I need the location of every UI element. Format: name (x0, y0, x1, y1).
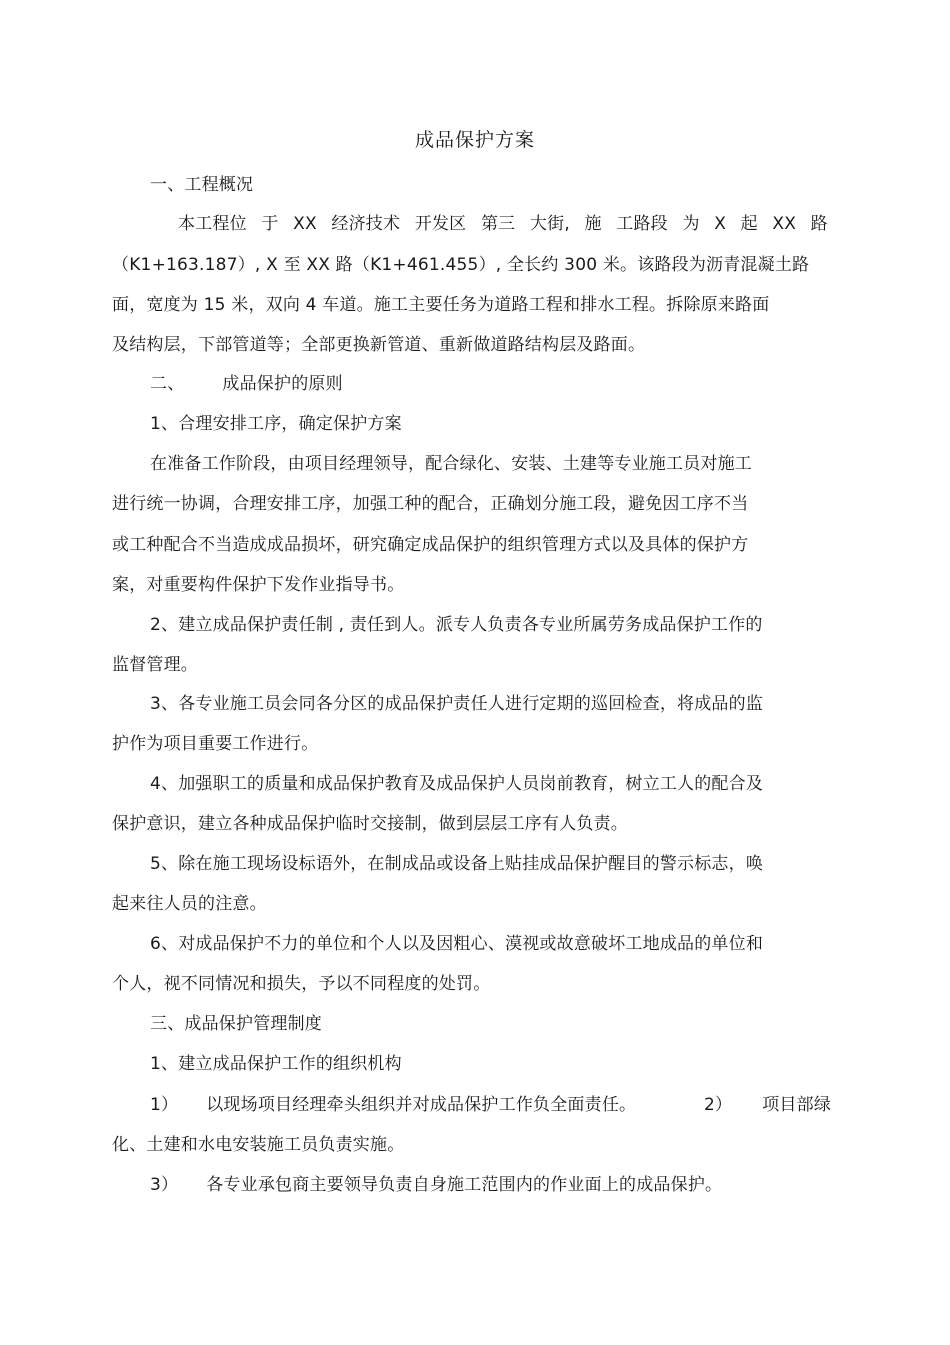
item-3-1-title: 1、建立成品保护工作的组织机构 (150, 1054, 402, 1074)
paragraph-token: 路 (810, 214, 828, 234)
item-2-1-line-3: 或工种配合不当造成成品损坏，研究确定成品保护的组织管理方式以及具体的保护方 (112, 535, 749, 555)
item-2-3-line-2: 护作为项目重要工作进行。 (112, 734, 319, 754)
item-3-1-sub-1 (150, 1094, 636, 1116)
section-2-heading-text: 成品保护的原则 (222, 374, 343, 394)
item-3-1-sub-2 (704, 1094, 831, 1116)
section-1-heading: 一、工程概况 (150, 175, 254, 195)
item-2-5-line-2: 起来往人员的注意。 (112, 894, 267, 914)
paragraph-token: 大街, (529, 214, 570, 234)
item-2-1-line-2: 进行统一协调，合理安排工序，加强工种的配合，正确划分施工段，避免因工序不当 (112, 494, 749, 514)
section-1-paragraph-line-3: 面，宽度为 15 米，双向 4 车道。施工主要任务为道路工程和排水工程。拆除原来路面 (112, 295, 770, 315)
section-1-paragraph-line-4: 及结构层，下部管道等；全部更换新管道、重新做道路结构层及路面。 (112, 335, 646, 355)
item-2-3-line-1: 3、各专业施工员会同各分区的成品保护责任人进行定期的巡回检查，将成品的监 (150, 694, 764, 714)
item-2-1-line-1: 在准备工作阶段，由项目经理领导，配合绿化、安装、土建等专业施工员对施工 (150, 454, 752, 474)
paragraph-token: XX (772, 214, 797, 234)
item-2-1-title: 1、合理安排工序，确定保护方案 (150, 414, 402, 434)
paragraph-token: 为 (682, 214, 700, 234)
item-2-6-line-2: 个人，视不同情况和损失，予以不同程度的处罚。 (112, 974, 491, 994)
sub-item-2-text: 项目部绿 (762, 1095, 832, 1115)
item-2-1-line-4: 案，对重要构件保护下发作业指导书。 (112, 575, 405, 595)
item-2-6-line-1: 6、对成品保护不力的单位和个人以及因粗心、漠视或故意破坏工地成品的单位和 (150, 934, 764, 954)
sub-item-1-text: 以现场项目经理牵头组织并对成品保护工作负全面责任。 (206, 1095, 637, 1115)
document-title: 成品保护方案 (414, 129, 535, 151)
sub-item-2-continuation: 化、土建和水电安装施工员负责实施。 (112, 1135, 405, 1155)
section-2-heading (150, 373, 343, 395)
section-1-paragraph-line-1 (178, 213, 828, 235)
paragraph-token: 起 (740, 214, 758, 234)
paragraph-token: 工路段 (616, 214, 668, 234)
item-3-1-sub-3 (150, 1174, 722, 1196)
paragraph-token: 施 (584, 214, 602, 234)
sub-item-2-number: 2） (704, 1095, 733, 1115)
section-2-heading-number: 二、 (150, 374, 185, 394)
paragraph-token: 第三 (480, 214, 516, 234)
item-2-4-line-2: 保护意识，建立各种成品保护临时交接制，做到层层工序有人负责。 (112, 814, 628, 834)
paragraph-token: 于 (261, 214, 279, 234)
sub-item-3-text: 各专业承包商主要领导负责自身施工范围内的作业面上的成品保护。 (206, 1175, 723, 1195)
sub-item-1-number: 1） (150, 1095, 179, 1115)
sub-item-3-number: 3） (150, 1175, 179, 1195)
paragraph-token: 开发区 (414, 214, 467, 234)
section-1-paragraph-line-2: （K1+163.187）, X 至 XX 路（K1+461.455）, 全长约 300 米。该路段为沥青混凝土路 (112, 255, 810, 275)
section-3-heading: 三、成品保护管理制度 (150, 1014, 322, 1034)
paragraph-token: X (714, 214, 727, 234)
item-2-4-line-1: 4、加强职工的质量和成品保护教育及成品保护人员岗前教育，树立工人的配合及 (150, 774, 764, 794)
paragraph-token: 本工程位 (178, 214, 247, 234)
item-2-2-line-1: 2、建立成品保护责任制 , 责任到人。派专人负责各专业所属劳务成品保护工作的 (150, 615, 763, 635)
item-2-5-line-1: 5、除在施工现场设标语外，在制成品或设备上贴挂成品保护醒目的警示标志，唤 (150, 854, 764, 874)
paragraph-token: 经济技术 (331, 214, 401, 234)
item-2-2-line-2: 监督管理。 (112, 655, 198, 675)
paragraph-token: XX (293, 214, 317, 234)
